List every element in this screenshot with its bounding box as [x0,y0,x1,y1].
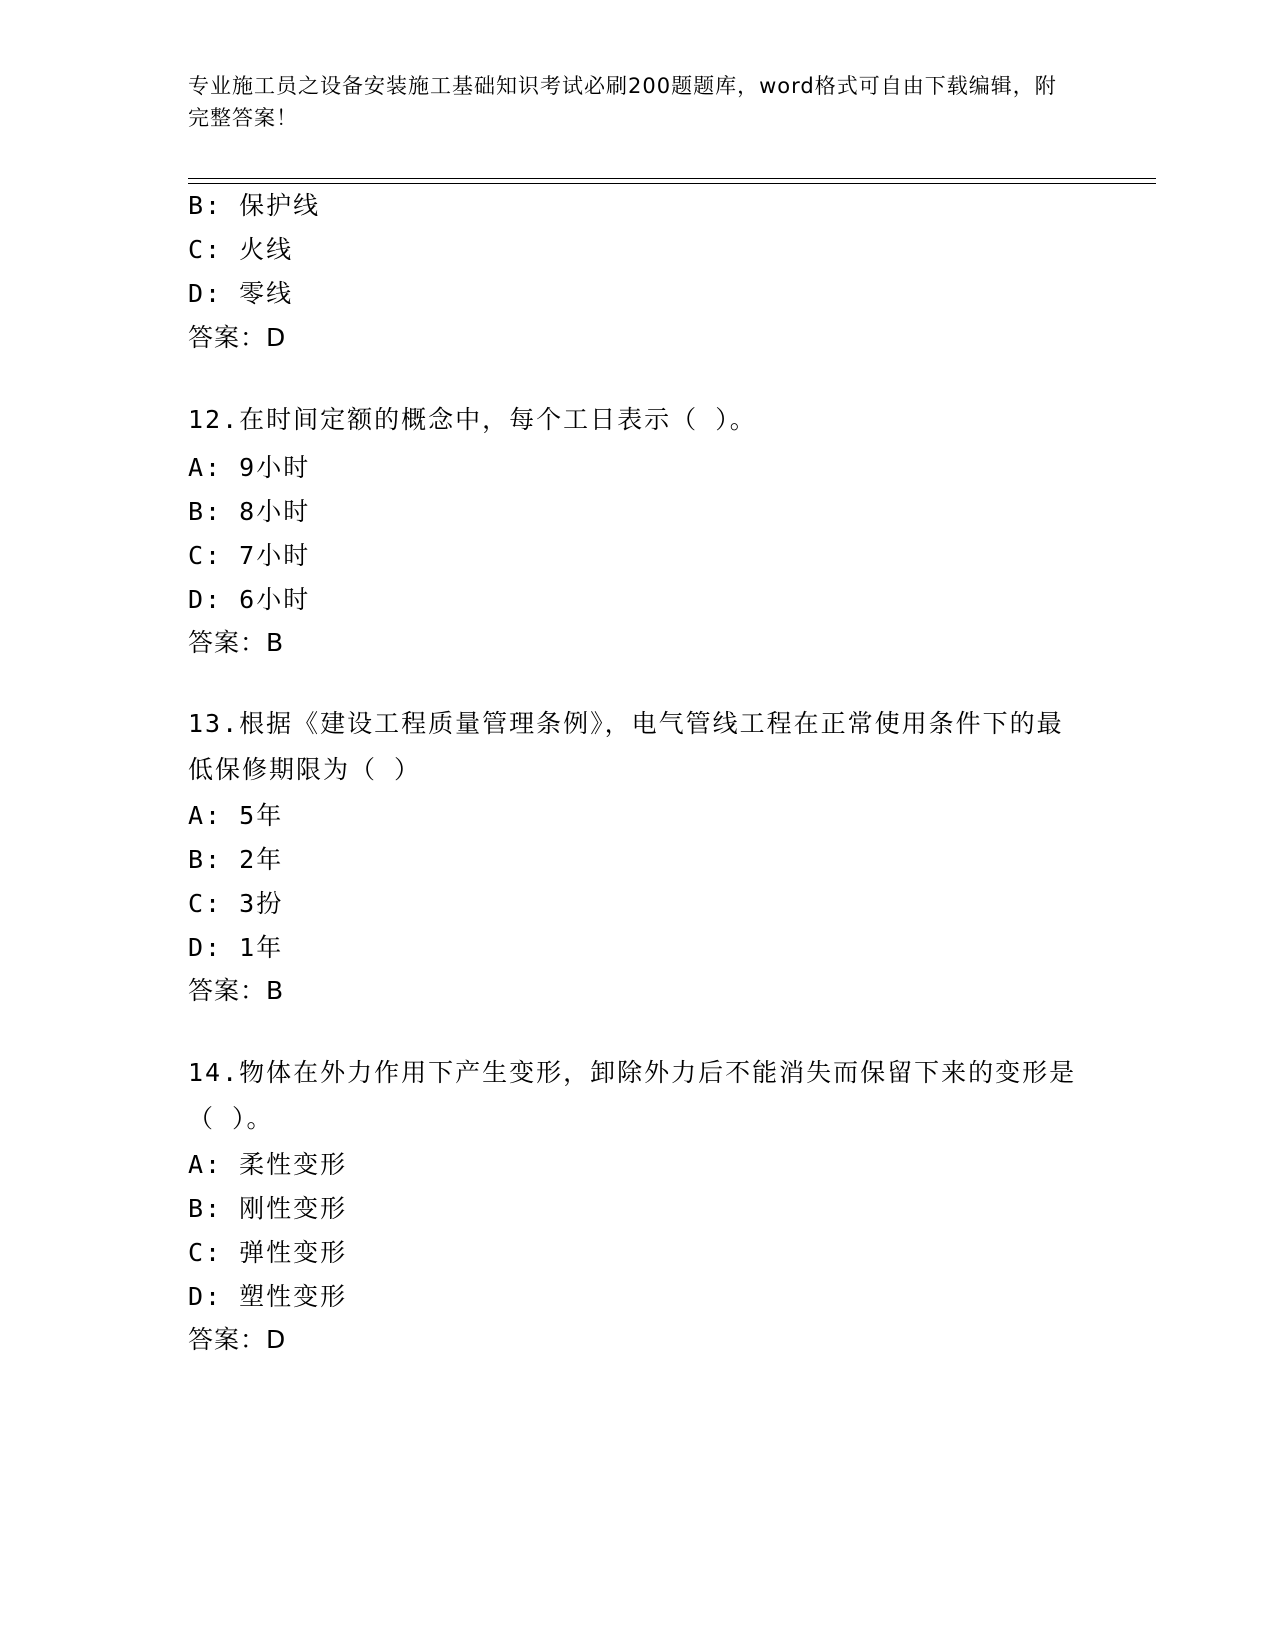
header-rule-top [188,178,1156,179]
document-header: 专业施工员之设备安装施工基础知识考试必刷200题题库，word格式可自由下载编辑，附完整答案！ [188,74,1057,130]
option-c: C: 火线 [188,235,294,264]
option-b: B: 刚性变形 [188,1194,348,1223]
question-stem: 14.物体在外力作用下产生变形，卸除外力后不能消失而保留下来的变形是（ ）。 [188,1058,1077,1133]
option-b: B: 保护线 [188,191,321,220]
option-d: D: 6小时 [188,585,311,614]
option-d: D: 1年 [188,933,284,962]
option-d: D: 塑性变形 [188,1282,348,1311]
question-stem: 12.在时间定额的概念中，每个工日表示（ ）。 [188,405,757,434]
option-c: C: 弹性变形 [188,1238,348,1267]
option-a: A: 5年 [188,801,284,830]
option-a: A: 9小时 [188,453,311,482]
answer: 答案：D [188,1325,287,1354]
answer: 答案：B [188,976,285,1005]
option-d: D: 零线 [188,279,294,308]
question-stem: 13.根据《建设工程质量管理条例》，电气管线工程在正常使用条件下的最低保修期限为（ ） [188,709,1064,784]
answer: 答案：D [188,323,287,352]
option-b: B: 8小时 [188,497,311,526]
option-b: B: 2年 [188,845,284,874]
answer: 答案：B [188,628,285,657]
option-a: A: 柔性变形 [188,1150,348,1179]
header-rule-bottom [188,183,1156,184]
option-c: C: 3扮 [188,889,284,918]
option-c: C: 7小时 [188,541,311,570]
